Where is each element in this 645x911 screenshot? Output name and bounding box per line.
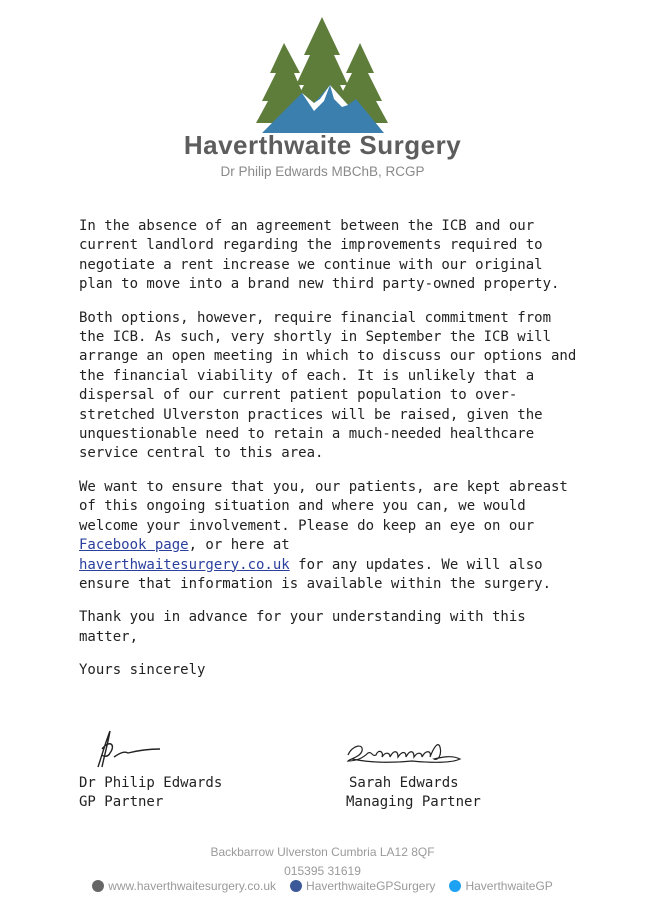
closing: Yours sincerely: [79, 662, 206, 679]
footer-twitter[interactable]: [449, 879, 552, 893]
paragraph-3: [79, 478, 579, 594]
facebook-page-link[interactable]: Facebook page: [79, 537, 189, 554]
website-link[interactable]: haverthwaitesurgery.co.uk: [79, 556, 290, 573]
globe-icon: [92, 880, 104, 892]
paragraph-3-part-a: We want to ensure that you, our patients, are kept abreast of this ongoing situation and where you can, we would welcome your involvement. Please do keep an eye on our: [79, 478, 568, 534]
letterhead: [0, 0, 645, 190]
letter-body: [79, 217, 579, 695]
org-subtitle: Dr Philip Edwards MBChB, RCGP: [220, 164, 425, 179]
signatory-1: [79, 774, 222, 813]
org-name: Haverthwaite Surgery: [183, 130, 462, 160]
signatory-2-name: Sarah Edwards: [349, 775, 459, 791]
signatory-2-title: Managing Partner: [346, 794, 481, 811]
twitter-icon: [449, 880, 461, 892]
footer-website-text: www.haverthwaitesurgery.co.uk: [108, 879, 277, 893]
signature-philip-edwards-icon: [84, 727, 164, 771]
paragraph-1: In the absence of an agreement between the ICB and our current landlord regarding the improvements required to negotiate a rent increase we continue with our original plan to move into a brand new third party-owned property.: [79, 218, 560, 293]
paragraph-3-part-c: for any updates. We will also ensure that information is available within the surgery.: [79, 556, 552, 592]
footer-phone: 015395 31619: [284, 864, 361, 878]
paragraph-3-part-b: , or here at: [188, 537, 290, 554]
mountain-trees-logo-icon: [252, 15, 392, 133]
signatory-2: [346, 774, 481, 813]
paragraph-4: Thank you in advance for your understanding with this matter,: [79, 609, 526, 645]
footer-address: Backbarrow Ulverston Cumbria LA12 8QF: [210, 845, 435, 859]
footer-website[interactable]: [92, 879, 276, 893]
footer-twitter-text: HaverthwaiteGP: [465, 879, 553, 893]
facebook-icon: [290, 880, 302, 892]
footer-facebook-text: HaverthwaiteGPSurgery: [306, 879, 436, 893]
paragraph-2: Both options, however, require financial commitment from the ICB. As such, very shortly in September the ICB will arrange an open meeting in which to discuss our options and the financial viability of each. It is unlikely that a dispersal of our current patient population to over-stretched Ulverston practices will be raised, given the unquestionable need to retain a much-needed healthcare service central to this area.: [79, 309, 577, 462]
signatory-1-title: GP Partner: [79, 794, 164, 811]
footer-facebook[interactable]: [290, 879, 435, 893]
signature-sarah-edwards-icon: [342, 737, 464, 767]
footer-links: [0, 879, 645, 893]
signatory-1-name: Dr Philip Edwards: [79, 775, 223, 791]
